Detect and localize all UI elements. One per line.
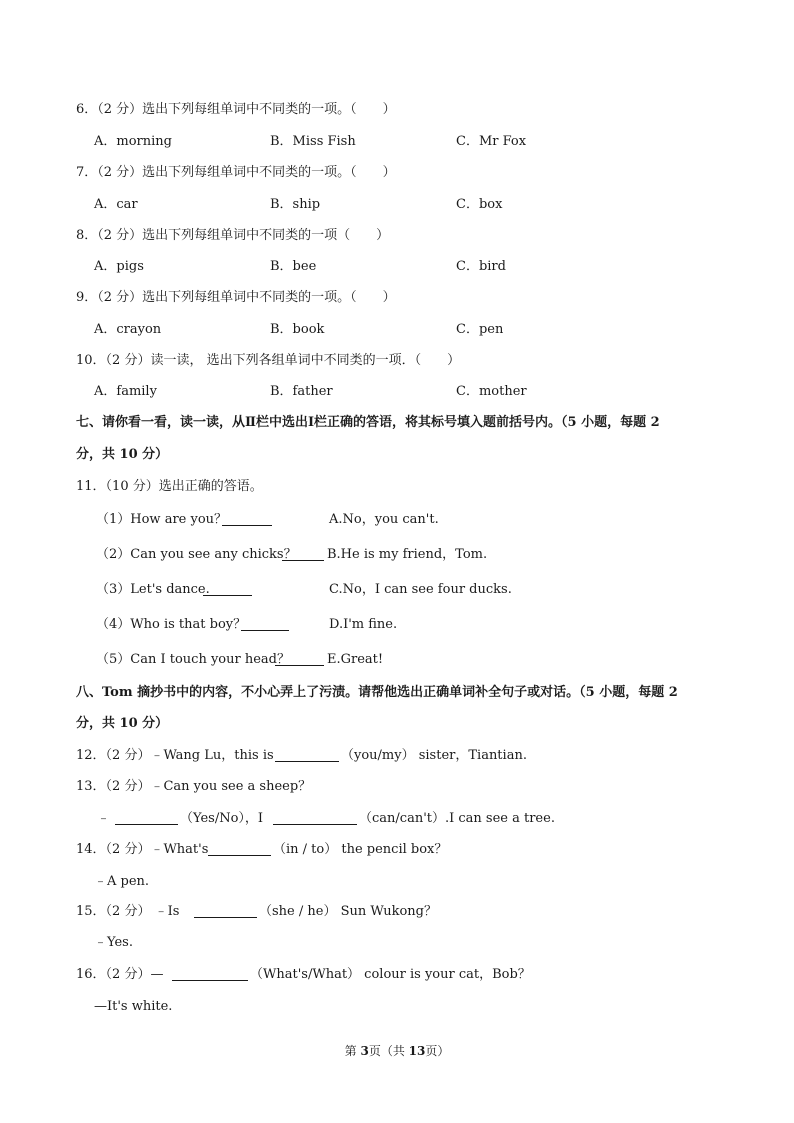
- option-b: B．Miss Fish: [270, 134, 356, 149]
- option-c: C．pen: [456, 322, 504, 337]
- answer-blank[interactable]: [275, 652, 324, 666]
- match-left: （3）Let's dance.: [96, 582, 210, 597]
- match-right: B.He is my friend，Tom.: [327, 547, 488, 562]
- question-stem: 13．（2 分）﹣Can you see a sheep？: [76, 779, 312, 794]
- option-c: C．Mr Fox: [456, 134, 527, 149]
- option-a: A．family: [94, 384, 157, 399]
- match-right: C.No，I can see four ducks.: [329, 582, 512, 597]
- answer-blank[interactable]: [208, 842, 271, 856]
- option-c: C．mother: [456, 384, 527, 399]
- option-c: C．bird: [456, 259, 506, 274]
- option-b: B．book: [270, 322, 325, 337]
- answer-text: ﹣Yes.: [94, 935, 133, 950]
- section-heading: 七、请你看一看，读一读，从Ⅱ栏中选出Ⅰ栏正确的答语，将其标号填入题前括号内。（5 小题，每题 2: [76, 415, 660, 430]
- section-heading-cont: 分，共 10 分）: [76, 447, 169, 462]
- answer-blank[interactable]: [241, 617, 289, 631]
- question-stem: 15．（2 分） ﹣Is: [76, 904, 180, 919]
- question-stem-tail: （she / he） Sun Wukong？: [259, 904, 437, 919]
- question-mid: （Yes/No），I: [180, 811, 264, 826]
- match-left: （5）Can I touch your head？: [96, 652, 290, 667]
- section-heading: 八、Tom 摘抄书中的内容，不小心弄上了污渍。请帮他选出正确单词补全句子或对话。（5 小题，每题 2: [76, 685, 678, 700]
- answer-text: —It's white.: [94, 999, 173, 1014]
- answer-blank[interactable]: [273, 811, 357, 825]
- answer-blank[interactable]: [172, 967, 248, 981]
- answer-text: ﹣A pen.: [94, 874, 150, 889]
- option-a: A．crayon: [94, 322, 162, 337]
- question-stem-tail: （What's/What） colour is your cat，Bob？: [250, 967, 531, 982]
- dash: ﹣: [97, 811, 111, 826]
- answer-blank[interactable]: [282, 547, 324, 561]
- answer-blank[interactable]: [222, 512, 272, 526]
- footer-text: 页（共: [368, 1044, 409, 1058]
- question-stem: 8．（2 分）选出下列每组单词中不同类的一项（ ）: [76, 228, 390, 243]
- question-stem: 6．（2 分）选出下列每组单词中不同类的一项。（ ）: [76, 102, 396, 117]
- match-right: D.I'm fine.: [329, 617, 398, 632]
- match-right: A.No，you can't.: [329, 512, 439, 527]
- question-stem: 10．（2 分）读一读， 选出下列各组单词中不同类的一项．（ ）: [76, 353, 461, 368]
- footer-text: 第: [344, 1044, 361, 1058]
- current-page-number: 3: [360, 1044, 369, 1058]
- answer-blank[interactable]: [203, 582, 252, 596]
- match-left: （1）How are you？: [96, 512, 228, 527]
- answer-blank[interactable]: [115, 811, 178, 825]
- question-stem: 14．（2 分）﹣What's: [76, 842, 209, 857]
- page-footer: [0, 1043, 794, 1059]
- option-a: A．car: [94, 197, 138, 212]
- option-b: B．father: [270, 384, 333, 399]
- total-page-number: 13: [408, 1044, 426, 1058]
- answer-blank[interactable]: [194, 904, 257, 918]
- question-stem: 16．（2 分）—: [76, 967, 164, 982]
- option-a: A．morning: [94, 134, 172, 149]
- match-right: E.Great!: [327, 652, 384, 667]
- option-c: C．box: [456, 197, 503, 212]
- question-stem: 12．（2 分）﹣Wang Lu，this is: [76, 748, 274, 763]
- question-stem-tail: （in / to） the pencil box？: [273, 842, 448, 857]
- option-b: B．ship: [270, 197, 321, 212]
- answer-blank[interactable]: [275, 748, 339, 762]
- footer-text: 页）: [425, 1044, 450, 1058]
- match-left: （2）Can you see any chicks？: [96, 547, 297, 562]
- question-stem-tail: （can/can't）.I can see a tree.: [359, 811, 555, 826]
- question-stem-tail: （you/my） sister，Tiantian.: [341, 748, 527, 763]
- option-a: A．pigs: [94, 259, 144, 274]
- match-left: （4）Who is that boy？: [96, 617, 247, 632]
- question-stem: 7．（2 分）选出下列每组单词中不同类的一项。（ ）: [76, 165, 396, 180]
- question-stem: 9．（2 分）选出下列每组单词中不同类的一项。（ ）: [76, 290, 396, 305]
- question-11-stem: 11．（10 分）选出正确的答语。: [76, 479, 263, 494]
- section-heading-cont: 分，共 10 分）: [76, 716, 169, 731]
- option-b: B．bee: [270, 259, 317, 274]
